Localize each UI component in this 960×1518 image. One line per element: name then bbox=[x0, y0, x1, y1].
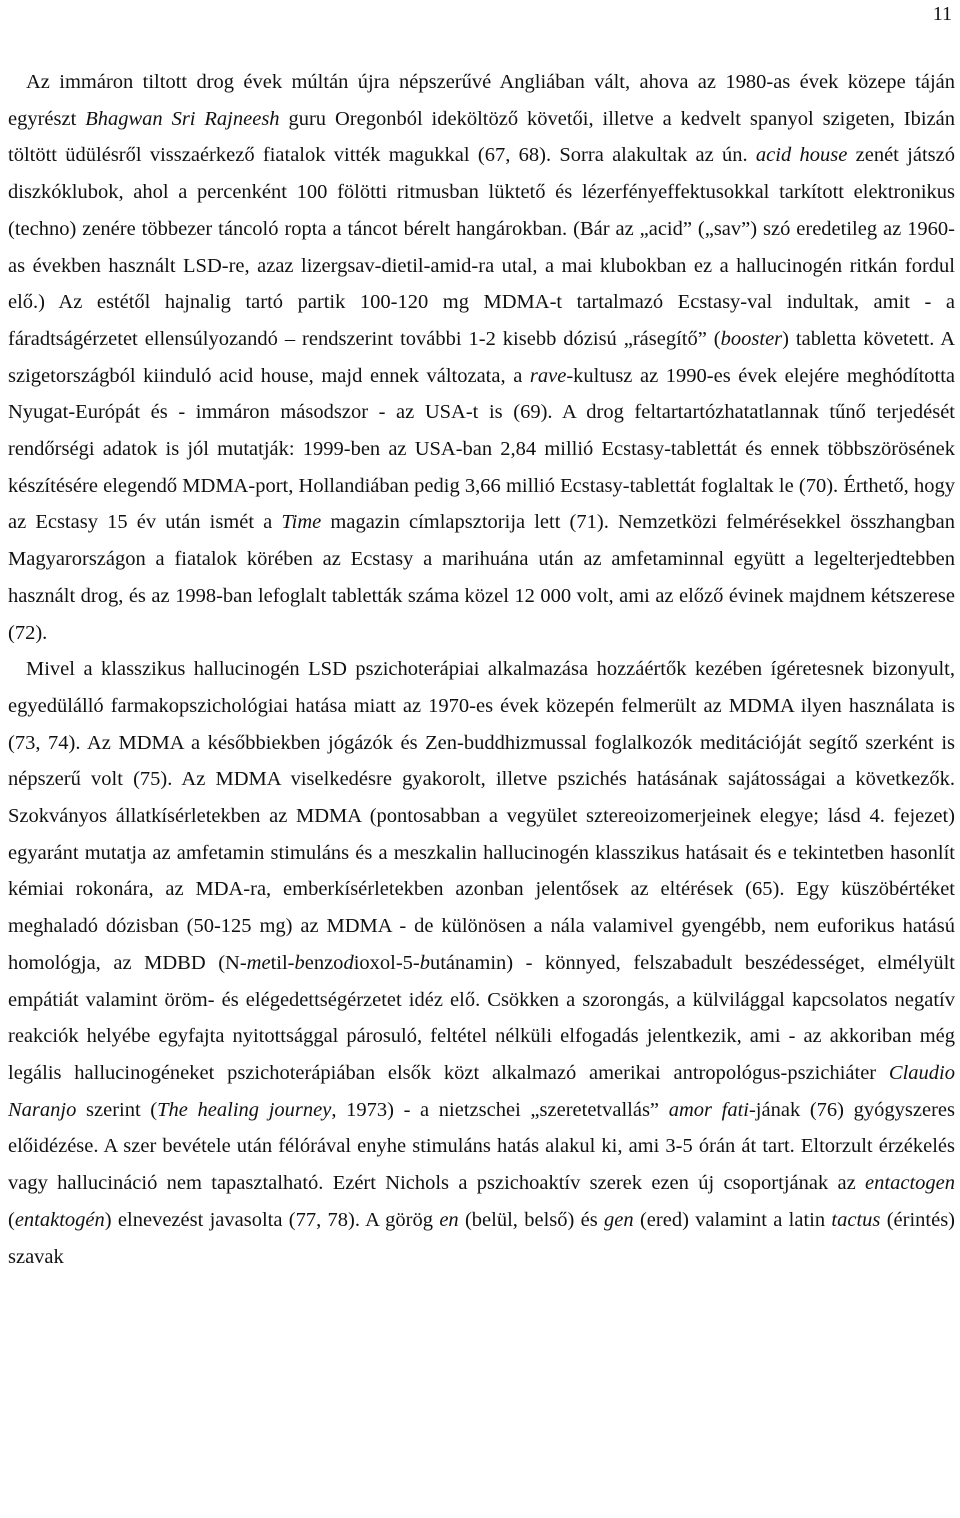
italic-text: b bbox=[419, 951, 430, 974]
text-segment: szerint ( bbox=[76, 1098, 158, 1121]
italic-text: rave bbox=[529, 364, 567, 387]
text-segment: -jának (76) gyógyszeres előidézése. A szer bevétele után félórával enyhe stimuláns hatás alakul ki, ami 3-5 órán át tart. Eltorzult érzékelés vagy hallucináció nem tapasztalható. Ezért Nichols a pszichoaktív szerek ezen új csoportjának az bbox=[8, 1098, 955, 1195]
italic-text: en bbox=[439, 1208, 459, 1231]
text-segment: ) tabletta követett. A szigetországból kiinduló acid house, majd ennek változata, a bbox=[8, 327, 955, 387]
italic-text: entactogen bbox=[865, 1172, 955, 1195]
italic-text: acid house bbox=[755, 144, 848, 167]
text-segment: zenét játszó diszkóklubok, ahol a percenként 100 fölötti ritmusban lüktető és lézerfényeffektusokkal tarkított elektronikus (techno) zenére többezer táncoló ropta a táncot bérelt hangárokban. (Bár az „acid” („sav”) szó eredetileg az 1960-as években használt LSD-re, azaz lizergsav-dietil-amid-ra utal, a mai klubokban ez a hallucinogén ritkán fordul elő.) Az estétől hajnalig tartó partik 100-120 mg MDMA-t tartalmazó Ecstasy-val indultak, amit - a fáradtságérzetet ellensúlyozandó – rendszerint további 1-2 kisebb dózisú „rásegítő” ( bbox=[8, 144, 955, 350]
italic-text: b bbox=[294, 951, 305, 974]
text-segment: guru Oregonból ideköltöző követői, illetve a kedvelt spanyol szigeten, Ibizán töltött üdülésről visszaérkező fiatalok vitték magukkal (67, 68). Sorra alakultak az ún. bbox=[8, 107, 956, 167]
text-segment: (érintés) szavak bbox=[8, 1208, 956, 1268]
text-segment: Mivel a klasszikus hallucinogén LSD pszichoterápiai alkalmazása hozzáértők kezében ígéretesnek bizonyult, egyedülálló farmakopszichológiai hatása miatt az 1970-es évek közepén felmerült az MDMA ilyen használata is (73, 74). Az MDMA a későbbiekben jógázók és Zen-buddhizmussal foglalkozók meditációját segítő szerként is népszerű volt (75). Az MDMA viselkedésre gyakorolt, illetve pszichés hatásának sajátosságai a következők. Szokványos állatkísérletekben az MDMA (pontosabban a vegyület sztereoizomerjeinek elegye; lásd 4. fejezet) egyaránt mutatja az amfetamin stimuláns és a meszkalin hallucinogén klasszikus hatásait és e tekintetben hasonlít kémiai rokonára, az MDA-ra, emberkísérletekben azonban jelentősek az eltérések (65). Egy küszöbértéket meghaladó dózisban (50-125 mg) az MDMA - de különösen a nála valamivel gyengébb, nem euforikus hatású homológja, az MDBD (N- bbox=[8, 658, 955, 974]
text-segment: til- bbox=[270, 951, 295, 974]
italic-text: tactus bbox=[831, 1208, 881, 1231]
text-segment: enzo bbox=[304, 951, 344, 974]
text-segment: ioxol-5- bbox=[353, 951, 420, 974]
paragraph-1 bbox=[8, 64, 955, 651]
text-segment: (ered) valamint a latin bbox=[633, 1208, 832, 1231]
text-segment: ) elnevezést javasolta (77, 78). A görög bbox=[104, 1208, 440, 1231]
italic-text: Time bbox=[281, 511, 322, 534]
page-number: 11 bbox=[932, 3, 952, 25]
text-segment: (belül, belső) és bbox=[458, 1208, 605, 1231]
italic-text: d bbox=[343, 951, 354, 974]
italic-text: booster bbox=[720, 327, 783, 350]
italic-text: me bbox=[246, 951, 271, 974]
paragraph-2 bbox=[8, 651, 955, 1275]
italic-text: gen bbox=[604, 1208, 634, 1231]
italic-text: entaktogén bbox=[14, 1208, 105, 1231]
italic-text: Bhagwan Sri Rajneesh bbox=[85, 107, 280, 130]
italic-text: Claudio Naranjo bbox=[8, 1061, 955, 1121]
body-text bbox=[8, 64, 955, 1275]
text-segment: -kultusz az 1990-es évek elejére meghódította Nyugat-Európát és - immáron másodszor - az USA-t is (69). A drog feltartartózhatatlannak tűnő terjedését rendőrségi adatok is jól mutatják: 1999-ben az USA-ban 2,84 millió Ecstasy-tablettát és ennek többszörösének készítésére elegendő MDMA-port, Hollandiában pedig 3,66 millió Ecstasy-tablettát foglaltak le (70). Érthető, hogy az Ecstasy 15 év után ismét a bbox=[8, 364, 956, 534]
text-segment: magazin címlapsztorija lett (71). Nemzetközi felmérésekkel összhangban Magyarországon a fiatalok körében az Ecstasy a marihuána után az amfetaminnal együtt a legelterjedtebben használt drog, és az 1998-ban lefoglalt tabletták száma közel 12 000 volt, ami az előző évinek majdnem kétszerese (72). bbox=[8, 511, 955, 644]
text-segment: utánamin) - könnyed, felszabadult beszédességet, elmélyült empátiát valamint öröm- és elégedettségérzetet idéz elő. Csökken a szorongás, a külvilággal kapcsolatos negatív reakciók helyébe egyfajta nyitottsággal párosuló, feltétel nélküli elfogadás jelentkezik, ami - az akkoriban még legális hallucinogéneket pszichoterápiában elsők közt alkalmazó amerikai antropológus-pszichiáter bbox=[8, 951, 955, 1084]
text-segment: , 1973) - a nietzschei „szeretetvallás” bbox=[331, 1098, 669, 1121]
text-segment: Az immáron tiltott drog évek múltán újra népszerűvé Angliában vált, ahova az 1980-as évek közepe táján egyrészt bbox=[8, 71, 955, 130]
italic-text: The healing journey bbox=[157, 1098, 332, 1121]
text-segment: ( bbox=[8, 1208, 15, 1231]
italic-text: amor fati bbox=[668, 1098, 749, 1121]
